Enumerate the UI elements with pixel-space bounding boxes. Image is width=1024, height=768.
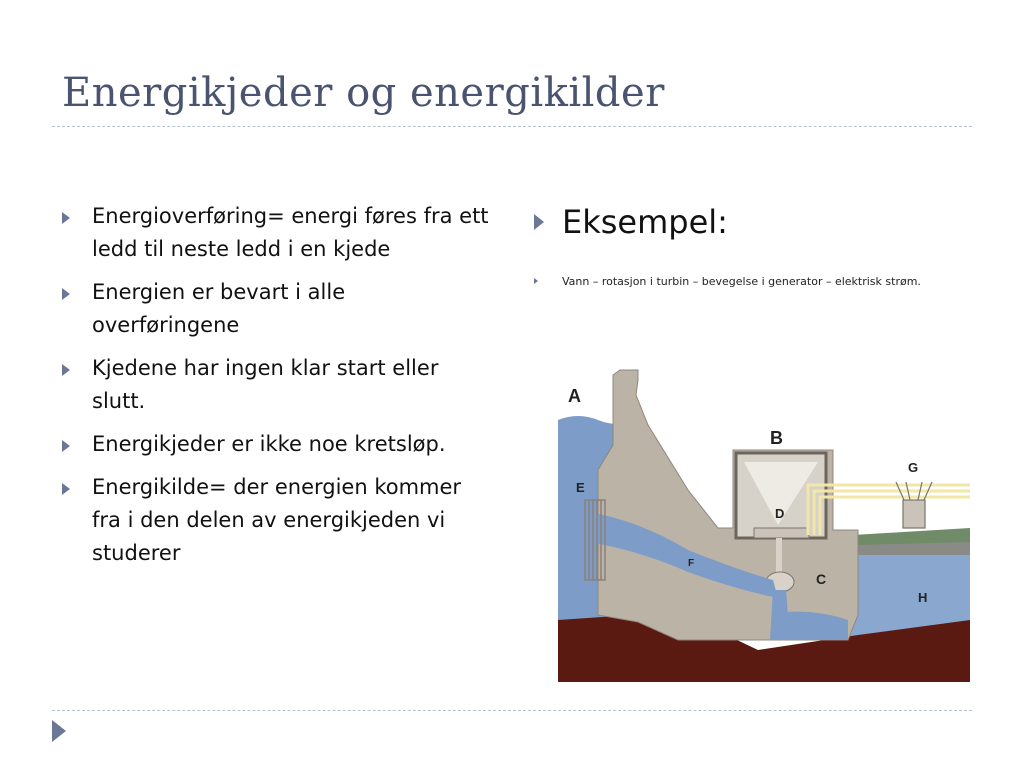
bullet-triangle-icon <box>62 288 70 300</box>
diagram-label-a: A <box>568 386 581 406</box>
diagram-label-e: E <box>576 480 585 495</box>
example-subtext: Vann – rotasjon i turbin – bevegelse i generator – elektrisk strøm. <box>534 275 921 288</box>
bullet-triangle-icon <box>62 483 70 495</box>
bullet-triangle-icon <box>62 212 70 224</box>
diagram-label-b: B <box>770 428 783 448</box>
hydropower-diagram <box>558 350 970 682</box>
diagram-label-c: C <box>816 571 827 587</box>
list-item: Kjedene har ingen klar start eller slutt. <box>62 352 492 418</box>
slide-title: Energikjeder og energikilder <box>62 70 665 116</box>
bullet-triangle-icon <box>62 440 70 452</box>
bullet-triangle-icon <box>534 214 544 230</box>
footer-divider <box>52 710 972 711</box>
list-item: Energikilde= der energien kommer fra i den delen av energikjeden vi studerer <box>62 471 492 570</box>
play-arrow-icon[interactable] <box>52 720 66 742</box>
diagram-label-f: F <box>688 558 695 569</box>
title-divider <box>52 126 972 127</box>
list-item: Energikjeder er ikke noe kretsløp. <box>62 428 492 461</box>
bullet-triangle-icon <box>62 364 70 376</box>
list-item: Energioverføring= energi føres fra ett ledd til neste ledd i en kjede <box>62 200 492 266</box>
diagram-label-d: D <box>775 506 785 521</box>
hydropower-illustration <box>558 350 970 682</box>
example-heading: Eksempel: <box>534 200 728 244</box>
diagram-label-h: H <box>918 590 928 605</box>
left-bullet-list <box>62 200 492 580</box>
diagram-label-g: G <box>908 460 919 475</box>
bullet-triangle-icon <box>534 278 538 284</box>
list-item: Energien er bevart i alle overføringene <box>62 276 492 342</box>
